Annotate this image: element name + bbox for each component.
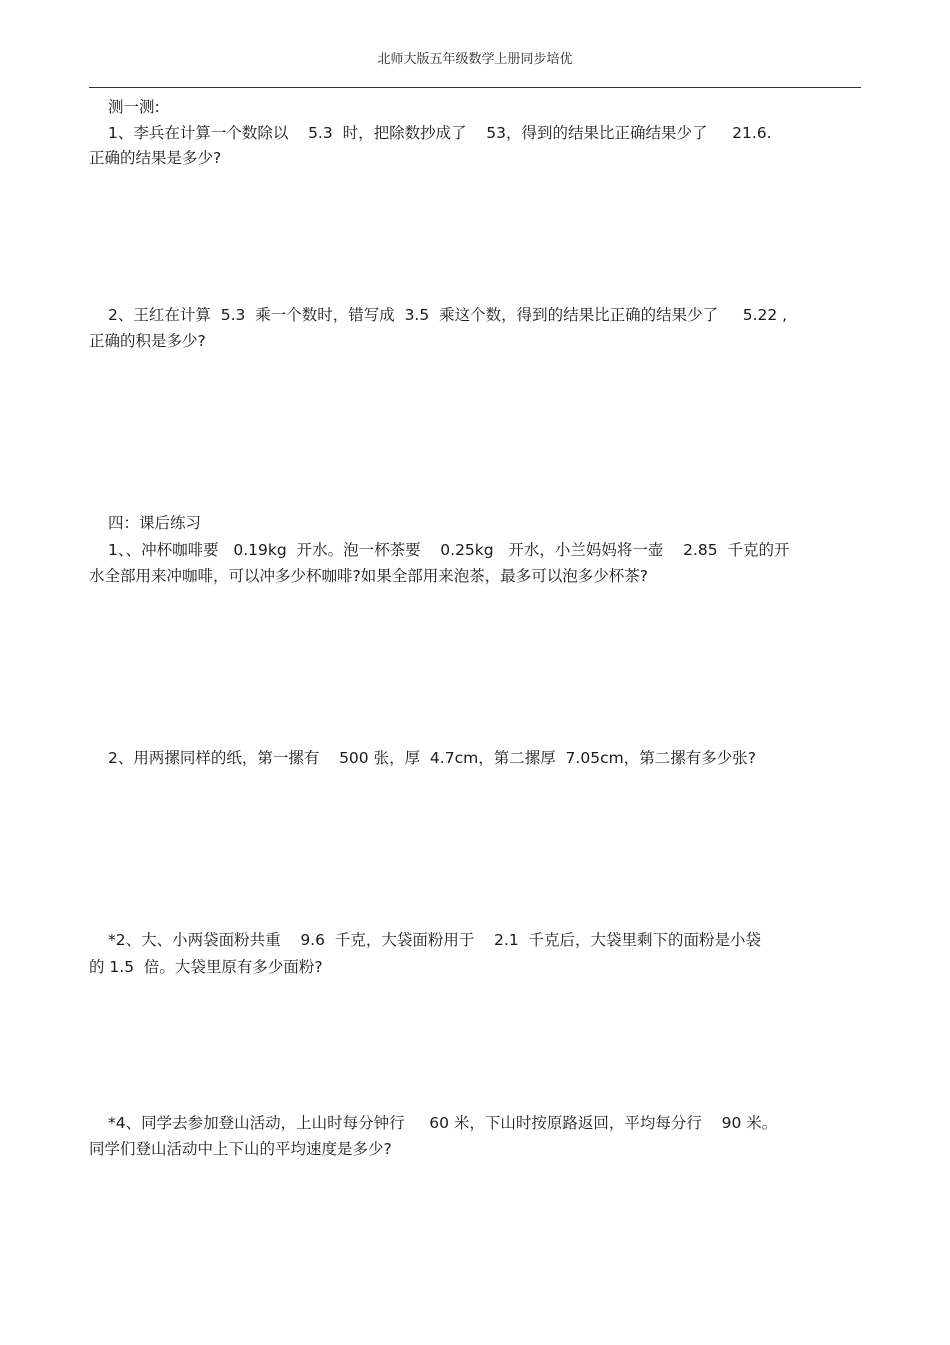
question-1-line-2: 正确的结果是多少? (89, 149, 222, 167)
question-1-line-1: 1、李兵在计算一个数除以 5.3 时，把除数抄成了 53，得到的结果比正确结果少了 21.6. (108, 124, 772, 142)
page-header-title: 北师大版五年级数学上册同步培优 (377, 52, 573, 67)
practice-1-line-2: 水全部用来冲咖啡，可以冲多少杯咖啡?如果全部用来泡茶，最多可以泡多少杯茶? (89, 567, 648, 585)
practice-3-line-2: 的 1.5 倍。大袋里原有多少面粉? (89, 958, 323, 976)
section-test-heading: 测一测: (108, 98, 160, 116)
question-2-line-1: 2、王红在计算 5.3 乘一个数时，错写成 3.5 乘这个数，得到的结果比正确的结果少了 5.22 , (108, 306, 788, 324)
section-practice-heading: 四：课后练习 (108, 514, 202, 532)
practice-4-line-1: *4、同学去参加登山活动，上山时每分钟行 60 米，下山时按原路返回，平均每分行 90 米。 (108, 1114, 778, 1132)
practice-4-line-2: 同学们登山活动中上下山的平均速度是多少? (89, 1140, 392, 1158)
question-2-line-2: 正确的积是多少? (89, 332, 206, 350)
header-divider (89, 87, 861, 88)
practice-2-line-1: 2、用两摞同样的纸，第一摞有 500 张，厚 4.7cm，第二摞厚 7.05cm，第二摞有多少张? (108, 749, 756, 767)
practice-3-line-1: *2、大、小两袋面粉共重 9.6 千克，大袋面粉用于 2.1 千克后，大袋里剩下的面粉是小袋 (108, 931, 762, 949)
practice-1-line-1: 1、、冲杯咖啡要 0.19kg 开水。泡一杯茶要 0.25kg 开水，小兰妈妈将一壶 2.85 千克的开 (108, 541, 790, 559)
